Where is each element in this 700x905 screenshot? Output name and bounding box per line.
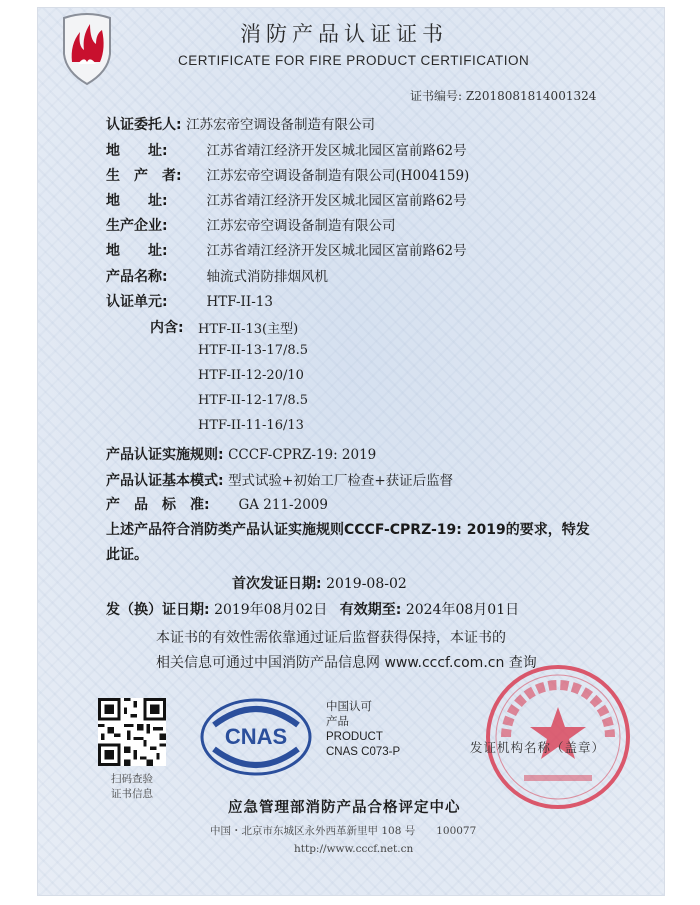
issuing-center-address: 中国・北京市东城区永外西革新里甲 108 号 100077	[210, 825, 477, 837]
validity-notice-query: 相关信息可通过中国消防产品信息网 www.cccf.com.cn 查询	[156, 655, 537, 671]
contains-label: 内含:	[150, 320, 184, 336]
field-client	[106, 113, 375, 134]
cnas-line: 产品	[326, 716, 349, 728]
field-label: 地 址:	[106, 143, 168, 159]
field-producer-address	[106, 189, 467, 210]
issue-date-label: 发（换）证日期:	[106, 602, 210, 618]
certificate-number-value: Z2018081814001324	[465, 89, 597, 103]
field-label: 生 产 者:	[106, 168, 182, 184]
issuing-authority-label: 发证机构名称（盖章）	[470, 740, 606, 755]
field-label: 认证委托人:	[106, 117, 182, 133]
field-basic-mode	[106, 469, 453, 490]
field-label: 认证单元:	[106, 294, 168, 310]
field-value: 轴流式消防排烟风机	[206, 269, 328, 285]
field-product-standard	[106, 494, 328, 514]
field-manufacturer	[106, 214, 395, 235]
field-value: 江苏省靖江经济开发区城北园区富前路62号	[206, 193, 467, 209]
model-item: HTF-II-11-16/13	[198, 418, 304, 433]
field-label: 产品认证基本模式:	[106, 473, 224, 489]
field-value: 江苏宏帝空调设备制造有限公司	[186, 117, 376, 133]
field-label: 生产企业:	[106, 218, 168, 234]
certificate-title-cn: 消防产品认证证书	[240, 22, 448, 46]
field-implementation-rule	[106, 444, 376, 464]
cnas-logo-text: CNAS	[224, 724, 288, 749]
qr-caption	[98, 771, 166, 801]
field-value: 江苏省靖江经济开发区城北园区富前路62号	[206, 243, 467, 259]
cnas-logo-icon	[200, 697, 312, 777]
field-producer	[106, 164, 469, 185]
field-manufacturer-address	[106, 239, 467, 260]
field-product-name	[106, 265, 328, 286]
field-value: 江苏省靖江经济开发区城北园区富前路62号	[206, 143, 467, 159]
valid-until-value: 2024年08月01日	[405, 602, 520, 618]
cnas-accreditation-text	[326, 700, 400, 760]
first-issue-value: 2019-08-02	[326, 576, 407, 592]
compliance-statement-end: 此证。	[106, 547, 148, 563]
field-label: 地 址:	[106, 243, 168, 259]
issuing-center-name: 应急管理部消防产品合格评定中心	[228, 800, 461, 816]
model-item: HTF-II-12-17/8.5	[198, 393, 309, 408]
certificate-number	[410, 87, 596, 104]
first-issue-label: 首次发证日期:	[232, 576, 322, 592]
field-cert-unit	[106, 291, 273, 311]
valid-until-label: 有效期至:	[339, 602, 402, 618]
field-value: 型式试验+初始工厂检查+获证后监督	[228, 473, 454, 489]
certificate-number-label: 证书编号:	[410, 89, 463, 103]
field-label: 地 址:	[106, 193, 168, 209]
model-item: HTF-II-13(主型)	[198, 322, 299, 337]
field-value: 江苏宏帝空调设备制造有限公司	[206, 218, 396, 234]
first-issue-date	[232, 573, 407, 593]
cnas-line: CNAS C073-P	[326, 746, 401, 758]
field-value: CCCF-CPRZ-19: 2019	[228, 447, 377, 463]
qr-code-icon[interactable]	[98, 698, 166, 766]
field-value: HTF-II-13	[206, 294, 273, 310]
official-seal-icon	[484, 663, 632, 811]
issuing-center-url[interactable]: http://www.cccf.net.cn	[294, 843, 414, 855]
field-label: 产品认证实施规则:	[106, 447, 224, 463]
issue-date	[106, 599, 519, 619]
field-label: 产 品 标 准:	[106, 497, 210, 513]
compliance-statement: 上述产品符合消防类产品认证实施规则CCCF-CPRZ-19: 2019的要求，特发	[106, 522, 590, 538]
qr-caption-line2: 证书信息	[111, 788, 153, 800]
fire-certification-logo-icon	[58, 10, 116, 86]
qr-caption-line1: 扫码查验	[111, 773, 153, 785]
field-client-address	[106, 139, 467, 160]
certificate-title-en: CERTIFICATE FOR FIRE PRODUCT CERTIFICATION	[178, 53, 530, 68]
model-item: HTF-II-13-17/8.5	[198, 343, 309, 358]
model-item: HTF-II-12-20/10	[198, 368, 304, 383]
field-label: 产品名称:	[106, 269, 168, 285]
issue-date-value: 2019年08月02日	[214, 602, 328, 618]
cnas-line: 中国认可	[326, 701, 372, 713]
cnas-line: PRODUCT	[326, 731, 383, 743]
validity-notice: 本证书的有效性需依靠通过证后监督获得保持，本证书的	[156, 630, 506, 646]
field-value: 江苏宏帝空调设备制造有限公司(H004159)	[206, 168, 470, 184]
field-value: GA 211-2009	[238, 497, 328, 513]
